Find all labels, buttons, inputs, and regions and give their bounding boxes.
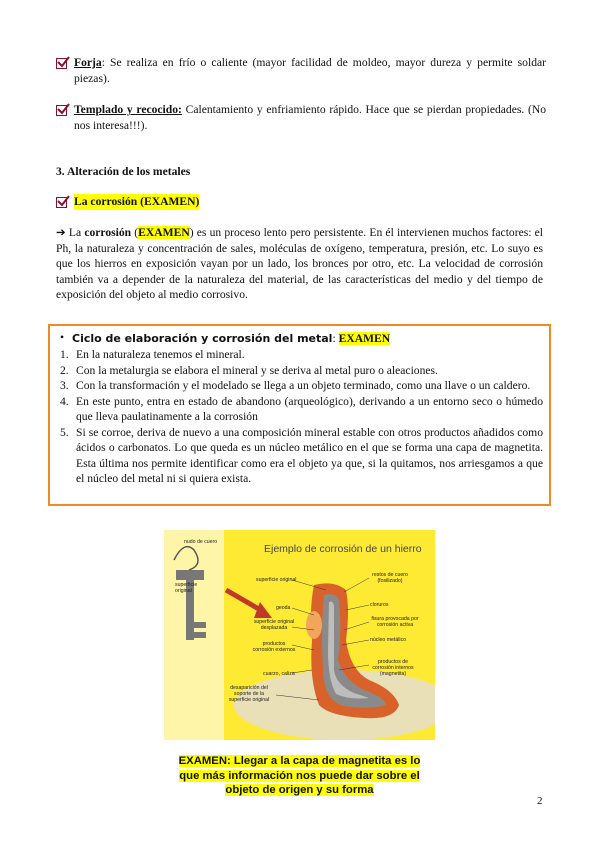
corroded-key-illustration: [164, 530, 435, 740]
bullet-templado: [56, 102, 546, 134]
bullet-forja: [56, 55, 546, 87]
page-number: 2: [537, 795, 543, 807]
label-nudo: nudo de cuero: [184, 539, 218, 545]
checkbox-icon: [56, 197, 67, 208]
list-item: 5. Si se corroe, deriva de nuevo a una composición mineral estable con otros productos añadidos como ácidos o carbonatos. Lo que queda es un núcleo metálico en el que se forma una capa de magnetita. Esta última nos permite identificar como era el objeto ya que, si la quitamos, nos arriesgamos a que el núcleo del metal ni si quiera exista.: [60, 425, 543, 485]
label-superficie-desplazada: superficie original desplazada: [253, 619, 295, 631]
list-item: 4. En este punto, entra en estado de abandono (arqueológico), derivando a un entorno seco o húmedo que lleva paulatinamente a la corrosión: [60, 394, 543, 423]
arrow-icon: ➔: [56, 226, 66, 239]
list-item: 2. Con la metalurgia se elabora el mineral y se deriva al metal puro o aleaciones.: [60, 363, 438, 377]
exam-tag: EXAMEN: [338, 332, 391, 345]
checkbox-icon: [56, 58, 67, 69]
bullet-icon: •: [60, 331, 65, 344]
label-restos-cuero: restos de cuero (fosilizado): [372, 572, 408, 584]
label-superficie-left: superficie original: [175, 582, 198, 594]
corrosion-figure: [164, 530, 435, 740]
cycle-steps: [58, 347, 543, 487]
label-productos-externos: productos corrosión externos: [252, 641, 296, 653]
subsection-corrosion: [56, 194, 256, 212]
cycle-box: [48, 324, 551, 506]
section-title: 3. Alteración de los metales: [56, 165, 191, 178]
list-item: 3. Con la transformación y el modelado se llega a un objeto terminado, como una llave o un caldero.: [60, 379, 531, 392]
label-cloruros: cloruros: [370, 602, 389, 608]
checkbox-icon: [56, 105, 67, 116]
bullet-forja-text: Forja: Se realiza en frío o caliente (mayor facilidad de moldeo, mayor dureza y permite soldar piezas).: [74, 56, 546, 85]
cycle-box-heading: • Ciclo de elaboración y corrosión del metal: EXAMEN: [60, 331, 391, 345]
list-item: 1. En la naturaleza tenemos el mineral.: [60, 348, 245, 361]
subsection-title: La corrosión (EXAMEN): [74, 195, 200, 208]
figure-caption: EXAMEN: Llegar a la capa de magnetita es lo que más información nos puede dar sobre el objeto de origen y su forma: [178, 755, 421, 796]
label-productos-internos: productos de corrosión internos (magnetita): [372, 659, 414, 677]
bullet-templado-text: Templado y recocido: Calentamiento y enfriamiento rápido. Hace que se pierdan propiedades. (No nos interesa!!!).: [74, 103, 546, 132]
label-superficie-original: superficie original: [256, 577, 297, 583]
cycle-title: Ciclo de elaboración y corrosión del metal: [72, 332, 333, 345]
figure-title: Ejemplo de corrosión de un hierro: [264, 543, 422, 555]
label-fisura: fisura provocada por corrosión activa: [371, 616, 419, 628]
label-cuarzo: cuarzo, caliza: [263, 671, 295, 677]
label-geoda: geoda: [276, 605, 291, 611]
label-nucleo: núcleo metálico: [370, 637, 407, 643]
label-desaparicion: desaparición del soporte de la superficie original: [228, 685, 270, 703]
corrosion-paragraph: ➔ La corrosión (EXAMEN) es un proceso lento pero persistente. En él intervienen muchos factores: el Ph, la naturaleza y concentración de sales, moléculas de oxígeno, temperatura, presión, etc. Lo suyo es que los hierros en exposición vayan por un lado, los bronces por otro, etc. La velocidad de corrosión también va a depender de la naturaleza del material, de las características del medio y del tiempo de exposición del objeto al medio corrosivo.: [56, 226, 543, 301]
